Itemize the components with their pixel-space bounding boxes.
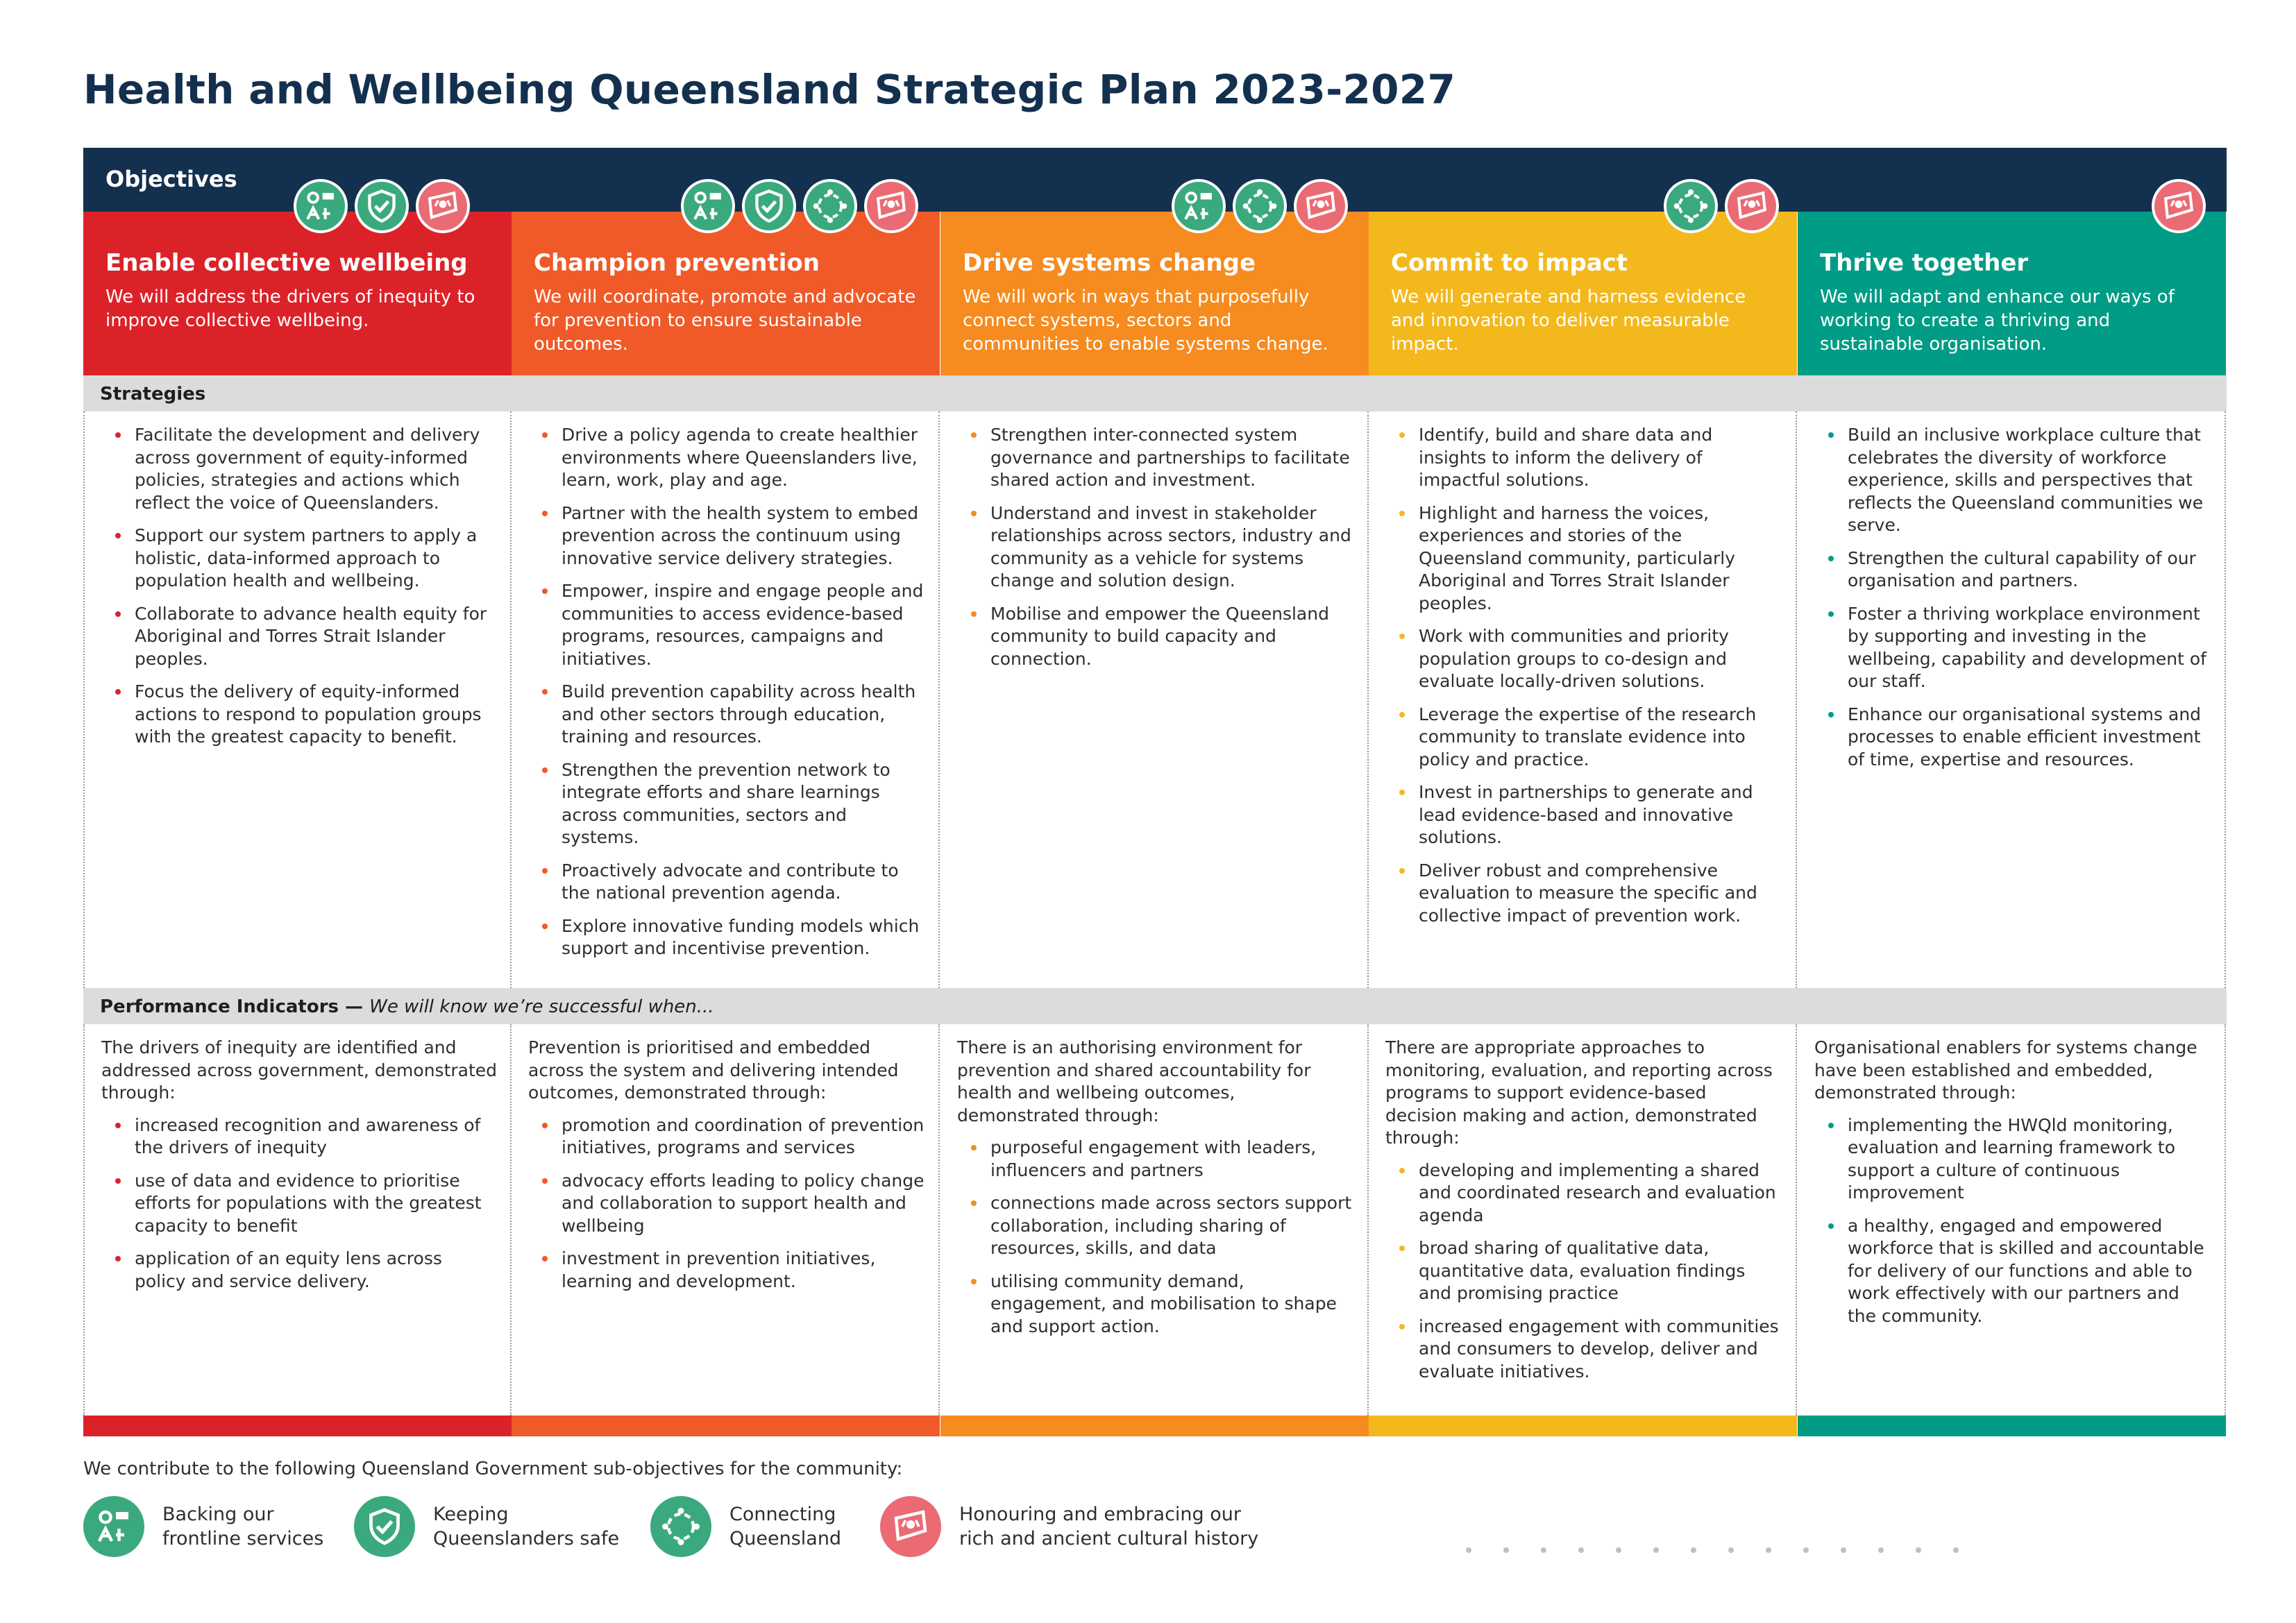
strategy-item: Partner with the health system to embed prevention across the continuum using innovative service delivery strategies. — [528, 502, 926, 570]
indicator-item: developing and implementing a shared and coordinated research and evaluation agenda — [1385, 1159, 1783, 1227]
strategy-item: Strengthen the prevention network to integrate efforts and share learnings across communities, sectors and systems. — [528, 759, 926, 849]
strategy-item: Drive a policy agenda to create healthier environments where Queenslanders live, learn, work, play and age. — [528, 424, 926, 492]
objective-title: Enable collective wellbeing — [105, 249, 468, 277]
indicators-list — [1385, 1159, 1783, 1384]
strategy-item: Understand and invest in stakeholder relationships across sectors, industry and community as a vehicle for systems change and solution design. — [957, 502, 1355, 593]
decorative-dots — [1466, 1547, 1959, 1553]
objective-header — [940, 212, 1369, 375]
colour-strip — [940, 1416, 1369, 1436]
connecting-icon — [803, 179, 857, 233]
connecting-icon — [650, 1496, 711, 1557]
safety-shield-icon — [355, 179, 409, 233]
performance-band — [83, 988, 2227, 1024]
objective-description: We will coordinate, promote and advocate for prevention to ensure sustainable outcomes. — [534, 287, 916, 355]
legend-item — [354, 1496, 619, 1557]
strategies-label: Strategies — [100, 384, 206, 405]
strategy-item: Strengthen inter-connected system governance and partnerships to facilitate shared action and investment. — [957, 424, 1355, 492]
page-title: Health and Wellbeing Queensland Strategic Plan 2023-2027 — [83, 66, 1456, 113]
indicator-item: broad sharing of qualitative data, quantitative data, evaluation findings and promising practice — [1385, 1237, 1783, 1305]
strategy-item: Invest in partnerships to generate and lead evidence-based and innovative solutions. — [1385, 781, 1783, 849]
indicator-intro: Prevention is prioritised and embedded across the system and delivering intended outcomes, demonstrated through: — [528, 1037, 899, 1103]
indicator-item: application of an equity lens across policy and service delivery. — [101, 1248, 498, 1293]
indicator-item: purposeful engagement with leaders, influencers and partners — [957, 1137, 1355, 1182]
strategy-item: Build prevention capability across health and other sectors through education, training and resources. — [528, 681, 926, 749]
connecting-icon — [1664, 179, 1718, 233]
strategy-item: Foster a thriving workplace environment by supporting and investing in the wellbeing, capability and development of our staff. — [1814, 603, 2212, 693]
objectives-label: Objectives — [105, 166, 237, 192]
indicator-item: promotion and coordination of prevention initiatives, programs and services — [528, 1114, 926, 1159]
objective-title: Thrive together — [1820, 249, 2029, 277]
objective-icons — [1172, 179, 1348, 233]
frontline-services-icon — [83, 1496, 144, 1557]
strategy-item: Leverage the expertise of the research community to translate evidence into policy and practice. — [1385, 704, 1783, 772]
indicator-intro: Organisational enablers for systems change have been established and embedded, demonstrated through: — [1814, 1037, 2197, 1103]
legend-item — [880, 1496, 1258, 1557]
strategies-list — [528, 424, 926, 960]
strategy-item: Enhance our organisational systems and processes to enable efficient investment of time, expertise and resources. — [1814, 704, 2212, 772]
frontline-services-icon — [294, 179, 348, 233]
objective-title: Drive systems change — [963, 249, 1256, 277]
indicator-intro: The drivers of inequity are identified and addressed across government, demonstrated through: — [101, 1037, 498, 1103]
strategy-item: Deliver robust and comprehensive evaluation to measure the specific and collective impact of prevention work. — [1385, 860, 1783, 928]
strategy-item: Identify, build and share data and insights to inform the delivery of impactful solutions. — [1385, 424, 1783, 492]
strategies-list — [1385, 424, 1783, 927]
indicator-item: a healthy, engaged and empowered workforce that is skilled and accountable for delivery of our functions and able to work effectively with our partners and the community. — [1814, 1215, 2212, 1328]
safety-shield-icon — [742, 179, 796, 233]
indicators-list — [957, 1137, 1355, 1338]
strategy-item: Build an inclusive workplace culture that celebrates the diversity of workforce experience, skills and perspectives that reflects the Queensland communities we serve. — [1814, 424, 2212, 537]
colour-strip — [1369, 1416, 1797, 1436]
strategy-item: Collaborate to advance health equity for Aboriginal and Torres Strait Islander peoples. — [101, 603, 498, 671]
strategies-cell — [512, 411, 940, 988]
colour-strip — [1798, 1416, 2226, 1436]
objective-icons — [294, 179, 470, 233]
indicator-item: increased recognition and awareness of the drivers of inequity — [101, 1114, 498, 1159]
objective-icons — [1664, 179, 1779, 233]
connecting-icon — [1233, 179, 1287, 233]
strategy-item: Empower, inspire and engage people and communities to access evidence-based programs, resources, campaigns and initiatives. — [528, 580, 926, 670]
objective-description: We will address the drivers of inequity to improve collective wellbeing. — [105, 287, 475, 332]
performance-cell — [1369, 1024, 1797, 1416]
strategies-cell — [940, 411, 1369, 988]
indicator-item: advocacy efforts leading to policy change and collaboration to support health and wellbeing — [528, 1170, 926, 1238]
objective-icons — [681, 179, 918, 233]
strategy-item: Proactively advocate and contribute to the national prevention agenda. — [528, 860, 926, 905]
cultural-history-icon — [1725, 179, 1779, 233]
objective-description: We will work in ways that purposefully connect systems, sectors and communities to enable systems change. — [963, 287, 1328, 355]
strategies-cell — [1798, 411, 2226, 988]
indicators-list — [1814, 1114, 2212, 1328]
performance-cell — [1798, 1024, 2226, 1416]
legend-item — [650, 1496, 841, 1557]
strategy-item: Strengthen the cultural capability of our organisation and partners. — [1814, 547, 2212, 593]
legend-label: Connecting Queensland — [729, 1503, 842, 1549]
indicator-item: increased engagement with communities and consumers to develop, deliver and evaluate initiatives. — [1385, 1316, 1783, 1384]
strategies-cell — [1369, 411, 1797, 988]
indicator-item: implementing the HWQld monitoring, evaluation and learning framework to support a culture of continuous improvement — [1814, 1114, 2212, 1205]
strategies-list — [1814, 424, 2212, 771]
objective-title: Champion prevention — [534, 249, 820, 277]
strategy-item: Highlight and harness the voices, experiences and stories of the Queensland community, particularly Aboriginal and Torres Strait Islander peoples. — [1385, 502, 1783, 615]
indicator-item: investment in prevention initiatives, learning and development. — [528, 1248, 926, 1293]
objective-header — [1369, 212, 1797, 375]
colour-strip — [83, 1416, 512, 1436]
strategy-item: Support our system partners to apply a holistic, data-informed approach to population health and wellbeing. — [101, 525, 498, 593]
performance-cell — [83, 1024, 512, 1416]
strategy-item: Explore innovative funding models which support and incentivise prevention. — [528, 915, 926, 960]
objective-header — [83, 212, 512, 375]
objective-description: We will adapt and enhance our ways of working to create a thriving and sustainable organisation. — [1820, 287, 2175, 355]
frontline-services-icon — [1172, 179, 1226, 233]
objective-icons — [2152, 179, 2206, 233]
cultural-history-icon — [2152, 179, 2206, 233]
indicator-intro: There are appropriate approaches to monitoring, evaluation, and reporting across programs to support evidence-based decision making and action, demonstrated through: — [1385, 1037, 1773, 1148]
objective-header — [1798, 212, 2226, 375]
performance-cell — [940, 1024, 1369, 1416]
cultural-history-icon — [416, 179, 470, 233]
strategies-cell — [83, 411, 512, 988]
safety-shield-icon — [354, 1496, 415, 1557]
strategies-band — [83, 375, 2227, 411]
cultural-history-icon — [864, 179, 918, 233]
indicator-intro: There is an authorising environment for prevention and shared accountability for health and wellbeing outcomes, demonstrated through: — [957, 1037, 1311, 1125]
cultural-history-icon — [1294, 179, 1348, 233]
legend-item — [83, 1496, 323, 1557]
indicators-list — [528, 1114, 926, 1293]
legend-label: Backing our frontline services — [162, 1503, 324, 1549]
frontline-services-icon — [681, 179, 735, 233]
strategies-list — [101, 424, 498, 749]
indicators-list — [101, 1114, 498, 1293]
objective-header — [512, 212, 940, 375]
strategies-list — [957, 424, 1355, 670]
strategy-item: Mobilise and empower the Queensland community to build capacity and connection. — [957, 603, 1355, 671]
performance-label: Performance Indicators — We will know we’re successful when... — [100, 996, 714, 1017]
cultural-history-icon — [880, 1496, 941, 1557]
objective-title: Commit to impact — [1391, 249, 1628, 277]
footer-text: We contribute to the following Queensland Government sub-objectives for the community: — [83, 1459, 903, 1479]
strategy-item: Focus the delivery of equity-informed actions to respond to population groups with the greatest capacity to benefit. — [101, 681, 498, 749]
indicator-item: use of data and evidence to prioritise efforts for populations with the greatest capacity to benefit — [101, 1170, 498, 1238]
objective-description: We will generate and harness evidence and innovation to deliver measurable impact. — [1391, 287, 1746, 355]
performance-cell — [512, 1024, 940, 1416]
colour-strip — [512, 1416, 940, 1436]
legend-label: Honouring and embracing our rich and ancient cultural history — [959, 1503, 1259, 1549]
indicator-item: utilising community demand, engagement, and mobilisation to shape and support action. — [957, 1271, 1355, 1339]
indicator-item: connections made across sectors support collaboration, including sharing of resources, skills, and data — [957, 1192, 1355, 1260]
strategy-item: Work with communities and priority population groups to co-design and evaluate locally-driven solutions. — [1385, 625, 1783, 693]
strategy-item: Facilitate the development and delivery across government of equity-informed policies, strategies and actions which reflect the voice of Queenslanders. — [101, 424, 498, 514]
legend-label: Keeping Queenslanders safe — [433, 1503, 620, 1549]
